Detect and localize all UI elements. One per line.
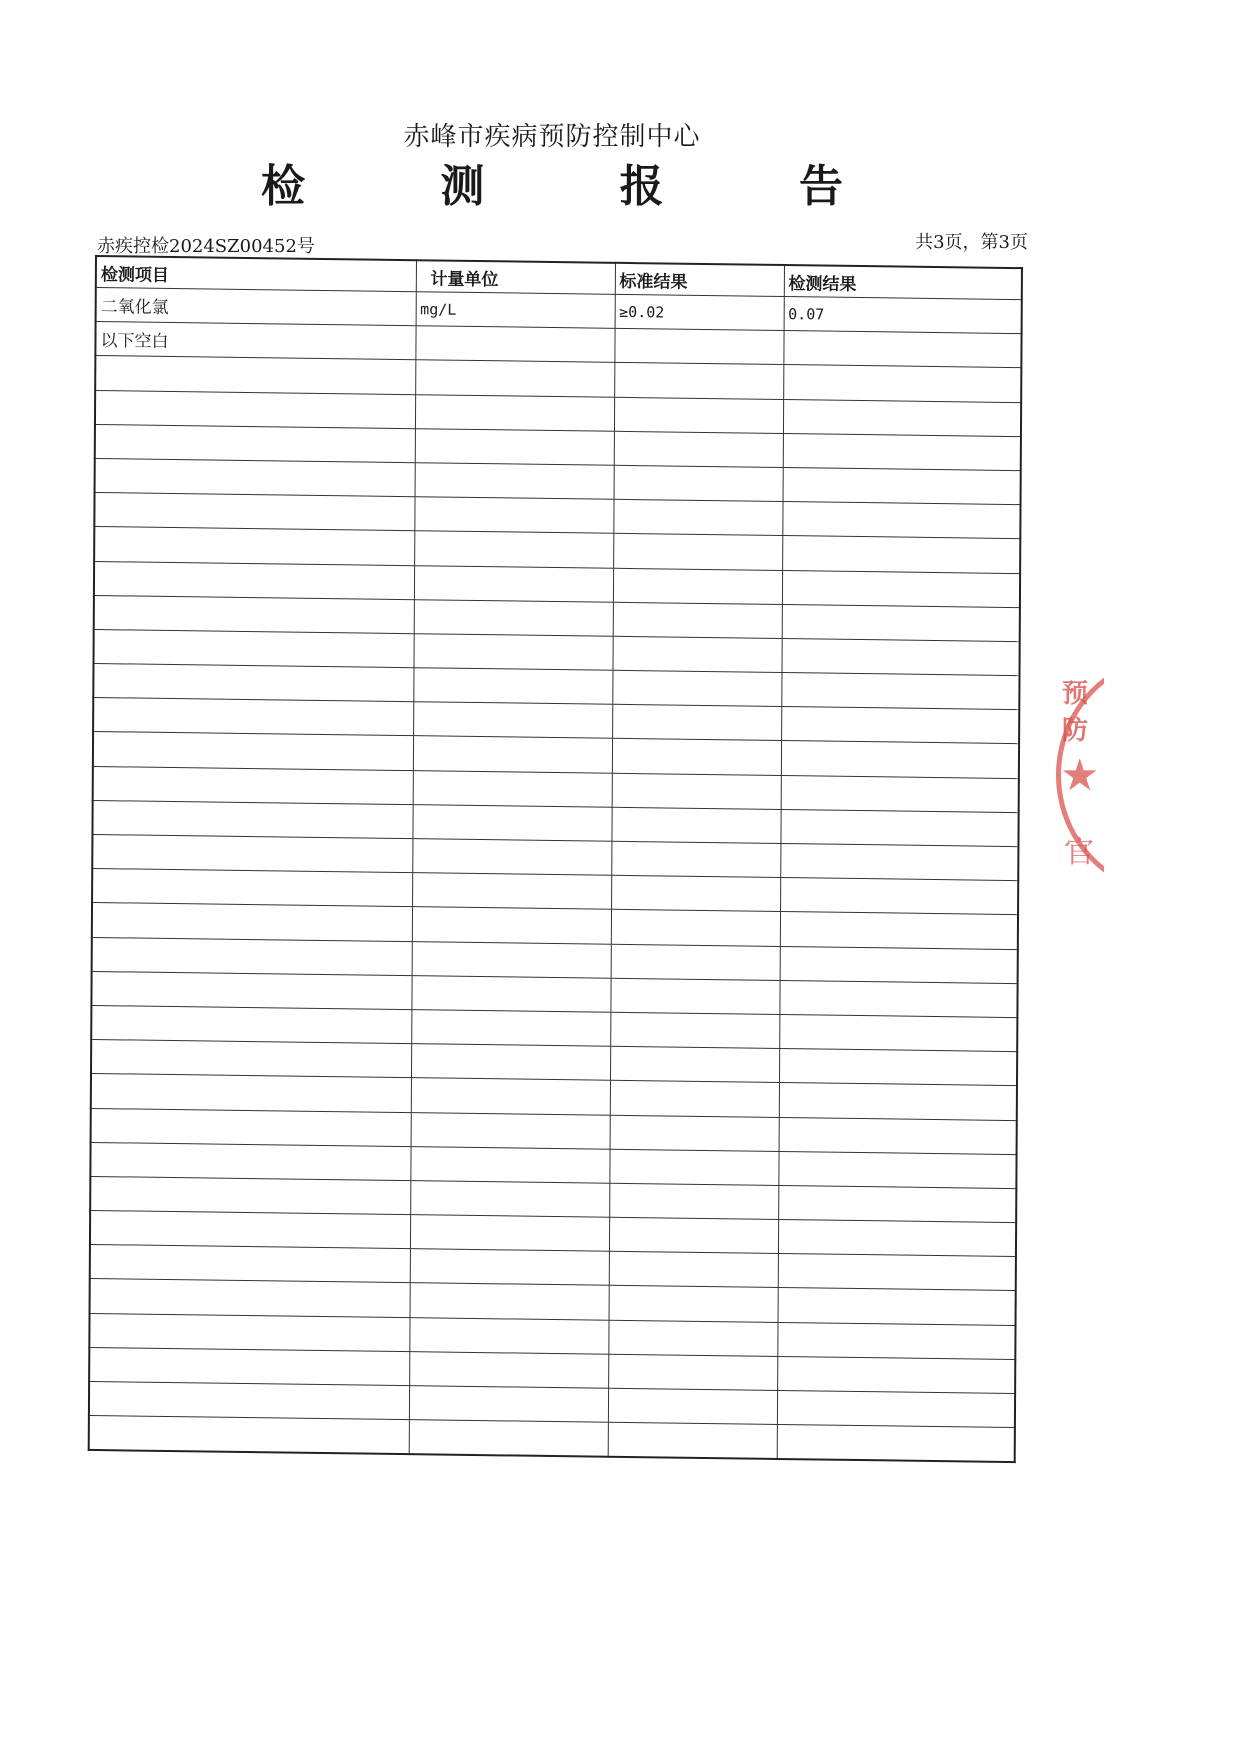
empty-cell xyxy=(779,1083,1017,1120)
empty-cell xyxy=(609,1251,778,1287)
empty-cell xyxy=(781,638,1019,675)
empty-cell xyxy=(780,809,1018,846)
empty-cell xyxy=(783,365,1021,402)
empty-cell xyxy=(609,1217,778,1253)
empty-cell xyxy=(91,1108,411,1146)
empty-cell xyxy=(93,766,413,804)
empty-cell xyxy=(415,394,614,431)
empty-cell xyxy=(609,1149,778,1185)
empty-cell xyxy=(781,741,1019,778)
empty-cell xyxy=(609,1286,778,1322)
seal-text-top: 预防 xyxy=(1062,679,1089,746)
empty-cell xyxy=(608,1388,777,1424)
empty-cell xyxy=(778,1254,1016,1291)
empty-cell xyxy=(95,458,415,496)
empty-cell xyxy=(782,502,1020,539)
empty-cell xyxy=(94,595,414,633)
empty-cell xyxy=(412,873,611,910)
empty-cell xyxy=(91,1074,411,1112)
empty-cell xyxy=(414,565,613,602)
empty-cell xyxy=(413,634,612,671)
empty-cell xyxy=(90,1211,410,1249)
empty-cell xyxy=(90,1279,410,1317)
column-header-unit: 计量单位 xyxy=(416,260,615,294)
empty-cell xyxy=(608,1422,777,1459)
cell-standard xyxy=(614,328,783,364)
empty-cell xyxy=(610,1081,779,1117)
empty-cell xyxy=(778,1220,1016,1257)
empty-cell xyxy=(779,1014,1017,1051)
empty-cell xyxy=(94,629,414,667)
cell-unit: mg/L xyxy=(416,292,615,329)
empty-cell xyxy=(412,907,611,944)
empty-cell xyxy=(413,736,612,773)
empty-cell xyxy=(411,1044,610,1081)
empty-cell xyxy=(781,707,1019,744)
cell-result xyxy=(783,331,1021,368)
official-seal xyxy=(1054,655,1104,885)
empty-cell xyxy=(783,399,1021,436)
empty-cell xyxy=(613,499,782,535)
cell-standard: ≥0.02 xyxy=(615,294,784,330)
empty-cell xyxy=(91,1040,411,1078)
empty-cell xyxy=(777,1425,1015,1463)
empty-cell xyxy=(411,1010,610,1047)
empty-cell xyxy=(782,536,1020,573)
empty-cell xyxy=(777,1390,1015,1427)
organization-name: 赤峰市疾病预防控制中心 xyxy=(403,122,701,152)
empty-cell xyxy=(92,903,412,941)
empty-cell xyxy=(411,1112,610,1149)
empty-cell xyxy=(93,698,413,736)
empty-cell xyxy=(609,1183,778,1219)
empty-cell xyxy=(614,431,783,467)
empty-cell xyxy=(613,534,782,570)
empty-cell xyxy=(778,1185,1016,1222)
empty-cell xyxy=(611,875,780,911)
empty-cell xyxy=(781,673,1019,710)
empty-cell xyxy=(95,390,415,428)
cell-item: 以下空白 xyxy=(95,322,415,360)
empty-cell xyxy=(611,910,780,946)
column-header-result: 检测结果 xyxy=(784,265,1022,300)
empty-cell xyxy=(91,971,411,1009)
empty-cell xyxy=(781,775,1019,812)
column-header-item: 检测项目 xyxy=(96,256,416,292)
page-info: 共3页，第3页 xyxy=(915,232,1028,253)
empty-cell xyxy=(777,1356,1015,1393)
empty-cell xyxy=(779,980,1017,1017)
empty-cell xyxy=(779,1049,1017,1086)
empty-cell xyxy=(89,1416,409,1455)
empty-cell xyxy=(780,912,1018,949)
empty-cell xyxy=(89,1381,409,1419)
empty-cell xyxy=(415,360,614,397)
empty-cell xyxy=(413,668,612,705)
empty-cell xyxy=(782,604,1020,641)
empty-cell xyxy=(410,1181,609,1218)
empty-cell xyxy=(95,356,415,394)
empty-cell xyxy=(610,1046,779,1082)
empty-cell xyxy=(415,463,614,500)
seal-text-bottom: 官 xyxy=(1064,835,1094,870)
empty-cell xyxy=(608,1320,777,1356)
empty-cell xyxy=(92,937,412,975)
report-number: 赤疾控检2024SZ00452号 xyxy=(97,236,315,257)
empty-cell xyxy=(409,1386,608,1423)
empty-cell xyxy=(409,1317,608,1354)
empty-cell xyxy=(92,869,412,907)
empty-cell xyxy=(612,773,781,809)
empty-cell xyxy=(411,1078,610,1115)
cell-item: 二氧化氯 xyxy=(96,288,416,326)
empty-cell xyxy=(94,527,414,565)
empty-cell xyxy=(414,531,613,568)
empty-cell xyxy=(611,841,780,877)
empty-cell xyxy=(94,561,414,599)
empty-cell xyxy=(613,602,782,638)
empty-cell xyxy=(613,568,782,604)
empty-cell xyxy=(610,1115,779,1151)
cell-unit xyxy=(415,326,614,363)
empty-cell xyxy=(610,1012,779,1048)
empty-cell xyxy=(95,424,415,462)
empty-cell xyxy=(782,570,1020,607)
empty-cell xyxy=(614,397,783,433)
empty-cell xyxy=(414,599,613,636)
empty-cell xyxy=(91,1005,411,1043)
column-header-standard: 标准结果 xyxy=(615,263,784,297)
empty-cell xyxy=(612,636,781,672)
empty-cell xyxy=(413,702,612,739)
empty-cell xyxy=(94,493,414,531)
empty-cell xyxy=(410,1215,609,1252)
empty-cell xyxy=(414,497,613,534)
star-icon: ★ xyxy=(1060,750,1100,801)
empty-cell xyxy=(412,804,611,841)
empty-cell xyxy=(409,1351,608,1388)
empty-cell xyxy=(614,363,783,399)
results-table xyxy=(88,255,1023,1463)
empty-cell xyxy=(89,1313,409,1351)
empty-cell xyxy=(783,467,1021,504)
empty-cell xyxy=(608,1354,777,1390)
empty-cell xyxy=(409,1420,608,1457)
empty-cell xyxy=(612,705,781,741)
empty-cell xyxy=(778,1288,1016,1325)
empty-cell xyxy=(415,428,614,465)
empty-cell xyxy=(410,1146,609,1183)
empty-cell xyxy=(412,941,611,978)
empty-cell xyxy=(412,839,611,876)
empty-cell xyxy=(611,807,780,843)
empty-cell xyxy=(89,1347,409,1385)
empty-cell xyxy=(777,1322,1015,1359)
cell-result: 0.07 xyxy=(784,297,1022,334)
empty-cell xyxy=(90,1176,410,1214)
empty-cell xyxy=(780,878,1018,915)
empty-cell xyxy=(90,1245,410,1283)
empty-cell xyxy=(611,944,780,980)
empty-cell xyxy=(411,975,610,1012)
empty-cell xyxy=(778,1151,1016,1188)
empty-cell xyxy=(612,670,781,706)
report-title: 检 测 报 告 xyxy=(261,161,903,212)
empty-cell xyxy=(614,465,783,501)
empty-cell xyxy=(92,800,412,838)
empty-cell xyxy=(780,946,1018,983)
empty-cell xyxy=(612,739,781,775)
empty-cell xyxy=(410,1283,609,1320)
empty-cell xyxy=(413,770,612,807)
empty-cell xyxy=(779,1117,1017,1154)
empty-cell xyxy=(410,1249,609,1286)
empty-cell xyxy=(93,732,413,770)
empty-cell xyxy=(780,843,1018,880)
empty-cell xyxy=(610,978,779,1014)
empty-cell xyxy=(90,1142,410,1180)
empty-cell xyxy=(92,834,412,872)
empty-cell xyxy=(93,664,413,702)
empty-cell xyxy=(783,433,1021,470)
